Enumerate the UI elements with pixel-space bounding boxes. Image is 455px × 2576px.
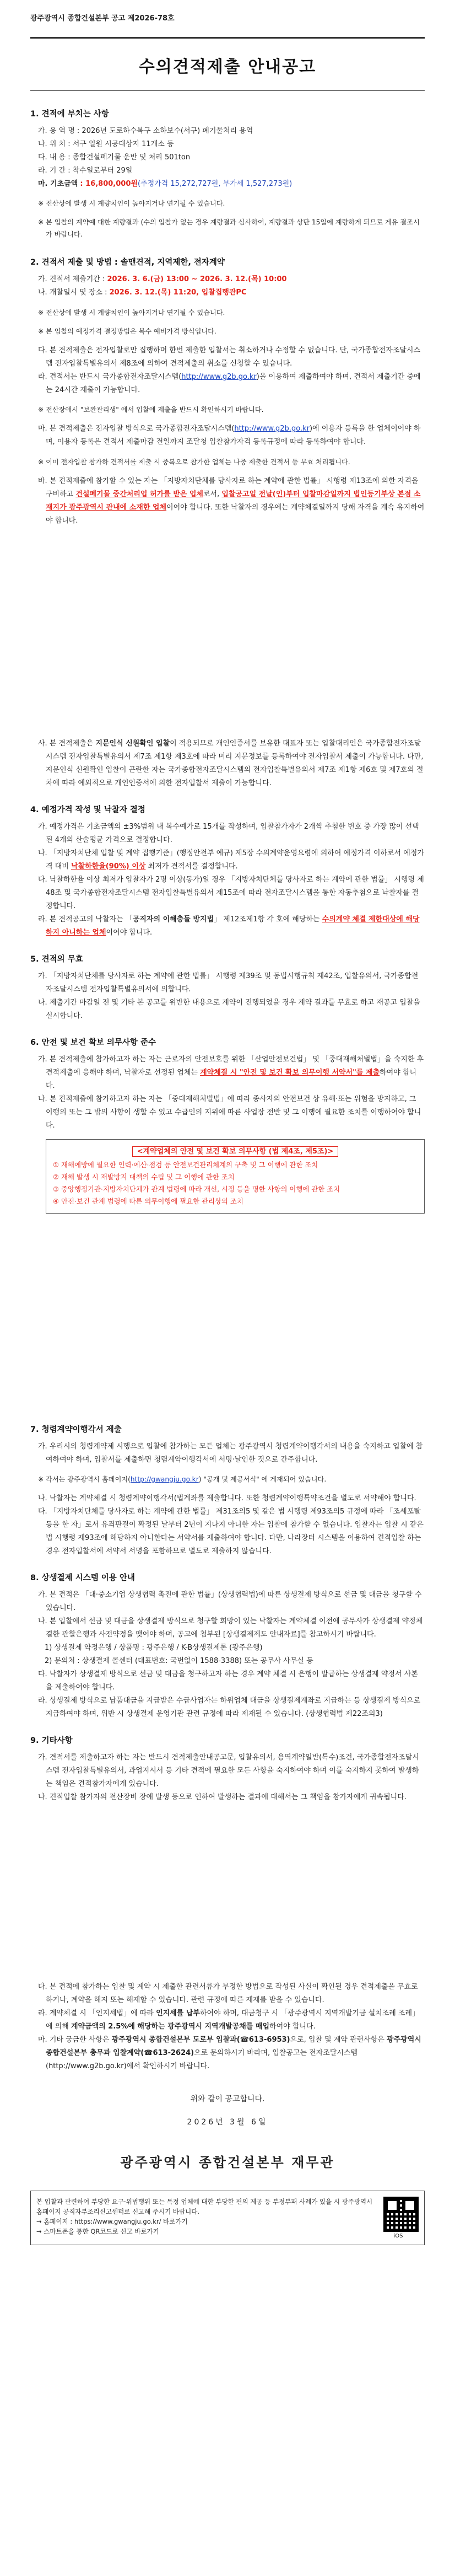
text: 이어야 합니다. 또한 낙찰자의 경우에는 계약체결일까지 당해 자격을 계속 유지하여야 합니다. bbox=[46, 503, 425, 525]
note bbox=[30, 1473, 425, 1485]
row-value: : 서구 일원 시공대상지 11개소 등 bbox=[68, 140, 174, 148]
box-item: ② 재해 발생 시 재발방지 대책의 수립 및 그 이행에 관한 조치 bbox=[53, 1172, 235, 1181]
heading-text: 2. 견적서 제출 및 방법 : 솔맨견적, 지역제한, 전자계약 bbox=[30, 258, 225, 267]
row-label: 마. 기초금액 bbox=[38, 180, 78, 188]
para-sa bbox=[30, 737, 425, 790]
note: ※ 전산장애시 "보완관리생" 에서 입찰에 제출을 반드시 확인하시기 바랍니다. bbox=[38, 406, 264, 414]
para-na: 나. 본 견적제출에 참가하고자 하는 자는 「중대재해처벌법」에 따라 종사자의 안전보건 상 유해·또는 위험을 방지하고, 그 이행의 또는 그 밖의 사항이 생할 수 있고 수급인의 지위에 따른 사업장 전반 및 그 이행에 필요한 조치를 이행하여야 합니다. bbox=[38, 1094, 421, 1130]
text: 」 제12조제1항 각 호에 해당하는 bbox=[214, 915, 322, 924]
section-6-heading: 6. 안전 및 보건 확보 의무사항 준수 bbox=[30, 1038, 156, 1047]
submit-period bbox=[30, 273, 425, 286]
title-box bbox=[30, 37, 425, 91]
opening-time bbox=[30, 286, 425, 299]
g2b-link[interactable]: http://www.g2b.go.kr bbox=[181, 372, 257, 381]
fingerprint-bid: 지문인식 신원확인 입찰 bbox=[95, 739, 170, 748]
row-service-name bbox=[30, 125, 425, 138]
list-item: 1) 상생결제 약정은행 / 상품명 : 광주은행 / K-B상생결제론 (광주은행) bbox=[45, 1644, 263, 1652]
box-item: ① 재해예방에 필요한 인력·예산·점검 등 안전보건관리체계의 구축 및 그 이행에 관한 조치 bbox=[53, 1160, 318, 1169]
text: 나. 「지방자치단체 입찰 및 계약 집행기준」(행정안전부 예규) 제5장 수의계약운영요령에 의하여 예정가격 이하로서 예정가격 대비 bbox=[38, 849, 424, 871]
para-ma bbox=[30, 2033, 425, 2073]
law-name: 공직자의 이해충돌 방지법 bbox=[132, 915, 214, 924]
footer-link[interactable]: → 홈페이지 : https://www.gwangju.go.kr/ 바로가기 bbox=[36, 2218, 188, 2226]
qr-block[interactable] bbox=[378, 2197, 419, 2239]
page-gap bbox=[30, 1219, 425, 1423]
report-footer bbox=[30, 2191, 425, 2245]
section-5-heading: 5. 견적의 무효 bbox=[30, 954, 83, 964]
closing-text: 위와 같이 공고합니다. bbox=[190, 2095, 265, 2104]
text: ) "공개 및 제공서식" 에 게재되어 있습니다. bbox=[198, 1475, 327, 1483]
text: 가. 본 견적제출에 참가하고자 하는 자는 근로자의 안전보호를 위한 「산업안전보건법」 및 「중대재해처벌법」을 숙지한 후 견적제출에 응해야 하며, 낙찰자로 선정된 업체는 bbox=[38, 1055, 424, 1077]
row-base-price bbox=[30, 178, 425, 191]
region-restriction: 입찰공고일 전날(인)부터 입찰마감일까지 법인등기부상 본점 소재지가 광주광역시 관내에 소재한 업체 bbox=[46, 490, 421, 512]
section-8-heading: 8. 상생결제 시스템 이용 안내 bbox=[30, 1574, 135, 1583]
label: 가. 견적서 제출기간 : bbox=[38, 275, 107, 284]
note: ※ 본 입찰의 예정가격 결정방법은 복수 예비가격 방식입니다. bbox=[38, 327, 216, 335]
bond-purchase: 계약금액의 2.5%에 해당하는 광주광역시 지역개발공채를 매입 bbox=[71, 2022, 270, 2031]
text: 하여야 합니다. bbox=[46, 1068, 417, 1090]
para-ga: 가. 견적서를 제출하고자 하는 자는 반드시 견적제출안내공고문, 입찰유의서, 용역계약일반(특수)조건, 국가종합전자조달시스템 전자입찰특별유의서, 과업지시서 등 기타 견적에 필요한 모든 사항을 숙지하여야 하며 이를 숙지하지 못하여 발생하는 책임은 견적참가자에게 있습니다. bbox=[38, 1753, 419, 1789]
section-9 bbox=[30, 1734, 425, 1804]
row-period bbox=[30, 164, 425, 178]
box-title-text: <계약업체의 안전 및 보건 확보 의무사항 (법 제4조, 제5조)> bbox=[132, 1146, 339, 1157]
footer-line: → 스마트폰을 통한 QR코드로 신고 바로가기 bbox=[36, 2228, 159, 2236]
row-value: : 착수일로부터 29일 bbox=[68, 167, 133, 175]
para-da: 다. 낙찰하한율 이상 최저가 입찰자가 2명 이상(동가)일 경우 「지방자치단체를 당사자로 하는 계약에 관한 법률」 시행령 제48조 및 국가종합전자조달시스템 전자입찰특별유의서 제15조에 따라 전자조달시스템을 통한 자동추첨으로 낙찰자를 결정합니다. bbox=[38, 875, 424, 910]
opening-time-value: 2026. 3. 12.(목) 11:20, 입찰집행관PC bbox=[109, 288, 247, 297]
text: 이어야 합니다. bbox=[106, 928, 153, 937]
para-na bbox=[30, 847, 425, 873]
page-title: 수의견적제출 안내공고 bbox=[138, 57, 317, 77]
submit-period-value: 2026. 3. 6.(금) 13:00 ~ 2026. 3. 12.(목) 10:00 bbox=[107, 275, 287, 284]
page-gap bbox=[30, 1804, 425, 1981]
box-item: ③ 중앙행정기관·지방자치단체가 관계 법령에 따라 개선, 시정 등을 명한 사항의 이행에 관한 조치 bbox=[53, 1184, 340, 1193]
para-ma bbox=[30, 422, 425, 449]
text: 라. 본 견적공고의 낙찰자는 「 bbox=[38, 915, 133, 924]
text: 이 적용되므로 개인인증서를 보유한 대표자 또는 입찰대리인은 국가종합전자조달시스템 전자입찰특별유의서 제7조 제1항 제3호에 따라 미리 지문정보를 등록하여야 전자입찰서 제출이 가능합니다. 다만, 지문인식 신원확인 입찰이 곤란한 자는 국가종합전자조달시스템의 전자입찰특별유의서 제7조 제1항 제6호 및 제7호의 절차에 따라 예외적으로 개인인증서에 의한 전자입찰서 제출이 가능합니다. bbox=[46, 739, 424, 787]
para-na: 나. 견적입찰 참가자의 전산장비 장애 발생 등으로 인하여 발생하는 결과에 대해서는 그 책임을 참가자에게 귀속됩니다. bbox=[38, 1793, 407, 1802]
para-ga: 가. 본 견적은 「대·중소기업 상생협력 촉진에 관한 법률」(상생협력법)에 따른 상생결제 방식으로 선금 및 대금을 청구할 수 있습니다. bbox=[38, 1591, 422, 1613]
para-na: 나. 낙찰자는 계약체결 시 청렴계약이행각서(법계좌를 제출합니다. 또한 청렴계약이행특약조건을 별도로 서약해야 합니다. bbox=[38, 1494, 416, 1503]
qualification: 건설폐기물 중간처리업 허가를 받은 업체 bbox=[75, 490, 203, 498]
text: 마. 기타 궁금한 사항은 bbox=[38, 2036, 112, 2044]
text: 라. 견적서는 반드시 국가종합전자조달시스템( bbox=[38, 372, 182, 381]
para-da: 다. 본 견적제출은 전자입찰로만 집행하며 한번 제출한 입찰서는 취소하거나 수정할 수 없습니다. 단, 국가종합전자조달시스템 전자입찰특별유의서 제8조에 의하여 견적제출의 취소를 신청할 수 있습니다. bbox=[38, 346, 421, 368]
box-item: ④ 안전·보건 관계 법령에 따른 의무이행에 필요한 관리상의 조치 bbox=[53, 1196, 243, 1205]
text: 로서, bbox=[203, 490, 222, 498]
stamp-tax: 인지세를 납부 bbox=[156, 2009, 200, 2018]
note: ※ 본 입찰의 계약예 대한 계량결과 (수의 입찰가 없는 경우 계량결과 심사하여, 계량결과 상단 15일에 계량하게 되므로 게유 결조시가 바랍니다. bbox=[38, 218, 420, 239]
text: ※ 각서는 광주광역시 홈페이지( bbox=[38, 1475, 131, 1483]
text: 라. 계약체결 시 「인지세법」에 따라 bbox=[38, 2009, 156, 2018]
para-ra: 라. 상생결제 방식으로 납품대금을 지급받은 수급사업자는 하위업체 대금을 상생결제계좌로 지급하는 등 상생결제 방식으로 지급하여야 하며, 위반 시 상생결제 운영기관 관련 규정에 따라 제재될 수 있습니다. (상생협력법 제22조의3) bbox=[38, 1697, 421, 1719]
para-na: 나. 제출기간 마감일 전 및 기타 본 공고를 위반한 내용으로 계약이 진행되었을 경우 계약 결과를 무효로 하고 재공고 입찰을 실시합니다. bbox=[38, 998, 420, 1020]
section-8 bbox=[30, 1571, 425, 1721]
list-item: 2) 문의처 : 상생결제 콜센터 (대표번호: 국번없이 1588-3388) 또는 공무사 사무실 등 bbox=[45, 1657, 313, 1666]
note: ※ 이미 전자입찰 참가하 견적서를 제출 시 중복으로 참가한 업체는 나중 제출한 견적서 등 무효 처리됩니다. bbox=[38, 458, 350, 466]
section-2-heading bbox=[30, 256, 425, 267]
note: ※ 전산상에 발생 시 계량치인이 높아지거나 연기될 수 있습니다. bbox=[38, 308, 225, 316]
para-ga bbox=[30, 1053, 425, 1093]
para-ba bbox=[30, 475, 425, 528]
section-1-heading: 1. 견적에 부치는 사항 bbox=[30, 110, 109, 119]
section-6 bbox=[30, 1036, 425, 1214]
text: 바. 본 견적제출에 참가할 수 있는 자는 「지방자치단체를 당사자로 하는 계약에 관한 법률」 시행령 제13조에 의한 자격을 구비하고 bbox=[38, 476, 419, 498]
para-da: 다. 낙찰자가 상생결제 방식으로 선금 및 대금을 청구하고자 하는 경우 계약 체결 시 은행이 발급하는 상생결제 약정서 사본을 제출하여야 합니다. bbox=[38, 1670, 418, 1692]
para-ra bbox=[30, 913, 425, 940]
para-ga: 가. 예정가격은 기초금액의 ±3%범위 내 복수예가로 15개를 작성하며, 입찰참가자가 2개씩 추첨한 번호 중 가장 많이 선택된 4개의 산술평균 가격으로 결정합니다. bbox=[38, 822, 419, 844]
contact-contract: 광주광역시 종합건설본부 총무과 입찰계약(☎613-2624) bbox=[46, 2036, 421, 2058]
text: 으로, 입찰 및 계약 관련사항은 bbox=[290, 2036, 387, 2044]
text: 사. 본 견적제출은 bbox=[38, 739, 96, 748]
section-7 bbox=[30, 1423, 425, 1558]
qr-caption: iOS bbox=[393, 2233, 403, 2240]
para-da: 다. 「지방자치단체를 당사자로 하는 계약에 관한 법률」 제31조의5 및 같은 법 시행령 제93조의5 규정에 따라 「조세포탈 등을 한 자」로서 유죄판결이 확정된 날부터 2년이 지나지 아니한 자는 입찰에 참가할 수 없습니다. 입찰자는 입찰 시 같은 법 시행령 제93조에 해당하지 아니한다는 서약서를 제출하여야 합니다. 다만, 나라장터 시스템을 이용하여 견적입찰 하는 경우 전자입찰서에 서약서 서명을 포함하므로 별도로 제출하지 않습니다. bbox=[38, 1507, 424, 1556]
text: 하여야 합니다. bbox=[269, 2022, 316, 2031]
text: 으로 문의하시기 바라며, 입찰공고는 전자조달시스템(http://www.g2b.go.kr)에서 확인하시기 바랍니다. bbox=[46, 2049, 358, 2071]
section-4 bbox=[30, 803, 425, 940]
contact-road: 광주광역시 종합건설본부 도로부 입찰과(☎613-6953) bbox=[111, 2036, 290, 2044]
row-content bbox=[30, 151, 425, 164]
section-9-continued bbox=[30, 1981, 425, 2073]
text: 하여야 하며, 대금청구 시 「광주광역시 지역개발기금 설치조례 조례」에 의해 bbox=[46, 2009, 420, 2031]
section-1 bbox=[30, 108, 425, 240]
base-price: : 16,800,000원 bbox=[80, 180, 138, 188]
text: 최저가 견적서를 결정합니다. bbox=[145, 862, 238, 871]
notice-number: 광주광역시 종합건설본부 공고 제2026-78호 bbox=[30, 14, 175, 23]
page-gap bbox=[30, 528, 425, 737]
row-label: 가. 용 역 명 bbox=[38, 127, 75, 135]
section-4-heading: 4. 예정가격 작성 및 낙찰자 결정 bbox=[30, 805, 145, 814]
row-label: 라. 기 간 bbox=[38, 167, 66, 175]
section-9-heading: 9. 기타사항 bbox=[30, 1736, 73, 1746]
footer-line: 본 입찰과 관련하여 부당한 요구·위법행위 또는 특정 업체에 대한 부당한 편의 제공 등 부정부패 사례가 있을 시 광주광역시 홈페이지 공직자부조리신고센터로 신고해 주시기 바랍니다. bbox=[36, 2198, 373, 2216]
note: ※ 전산상에 발생 시 계량치인이 높아지거나 연기될 수 있습니다. bbox=[38, 200, 225, 208]
qr-code-icon[interactable] bbox=[383, 2197, 419, 2232]
para-da: 다. 본 견적에 참가하는 입찰 및 계약 시 제출한 관련서류가 부정한 방법으로 작성된 사실이 확인될 경우 견적제출을 무효로 하거나, 계약을 해지 또는 해제할 수 있습니다. 관련 규정에 따른 제재를 받을 수 있습니다. bbox=[38, 1983, 418, 2005]
text: )을 이용하여 제출하여야 하며, 견적서 제출기간 중에는 24시간 제출이 가능합니다. bbox=[46, 372, 421, 394]
para-ra bbox=[30, 2007, 425, 2033]
lower-limit-rate: 낙찰하한율(90%) 이상 bbox=[71, 862, 146, 871]
restriction: 수의계약 체결 제한대상에 해당하지 아니하는 업체 bbox=[46, 915, 420, 937]
price-detail: (추정가격 15,272,727원, 부가세 1,527,273원) bbox=[137, 180, 292, 188]
row-location bbox=[30, 138, 425, 151]
safety-pledge: 계약체결 시 "안전 및 보건 확보 의무이행 서약서"를 제출 bbox=[200, 1068, 380, 1077]
g2b-link[interactable]: http://www.g2b.go.kr bbox=[234, 425, 310, 433]
para-ra bbox=[30, 371, 425, 397]
section-2-continued bbox=[30, 737, 425, 790]
row-value: : 2026년 도로하수복구 소하보수(서구) 폐기물처리 용역 bbox=[77, 127, 253, 135]
para-ga: 가. 우리시의 청렴계약제 시행으로 입찰에 참가하는 모든 업체는 광주광역시 청렴계약이행각서의 내용을 숙지하고 입찰에 참여하여야 하며, 입찰서를 제출하면 청렴계약이행각서에 서명·날인한 것으로 간주합니다. bbox=[38, 1442, 423, 1464]
section-7-heading: 7. 청렴계약이행각서 제출 bbox=[30, 1425, 122, 1434]
para-na: 나. 본 입찰에서 선금 및 대금을 상생결제 방식으로 청구할 희망이 있는 낙찰자는 계약체결 이전에 공무사가 상생결제 약정체결한 관할은행과 사전약정을 맺어야 하며, 공고에 첨부된 [상생결제제도 안내자료]를 참고하시기 바랍니다. bbox=[38, 1617, 423, 1639]
notice-date: 2026년 3월 6일 bbox=[187, 2118, 268, 2127]
footer-text bbox=[36, 2197, 378, 2239]
safety-duty-box bbox=[46, 1139, 425, 1214]
text: )에 이용자 등록을 한 업체이어야 하며, 이용자 등록은 견적서 제출마감 전일까지 조달청 입찰참가자격 등록규정에 따라 등록하여야 합니다. bbox=[46, 425, 421, 447]
issuer-name: 광주광역시 종합건설본부 재무관 bbox=[120, 2155, 335, 2171]
para-ga: 가. 「지방자치단체를 당사자로 하는 계약에 관한 법률」 시행령 제39조 및 동법시행규칙 제42조, 입찰유의서, 국가종합전자조달시스템 전자입찰특별유의서에 의합니다. bbox=[38, 972, 419, 994]
text: 마. 본 견적제출은 전자입찰 방식으로 국가종합전자조달시스템( bbox=[38, 425, 235, 433]
row-label: 다. 내 용 bbox=[38, 153, 66, 162]
row-value: : 종합건설폐기물 운반 및 처리 501ton bbox=[68, 153, 191, 162]
label: 나. 개찰일시 및 장소 : bbox=[38, 288, 110, 297]
section-2 bbox=[30, 256, 425, 527]
row-label: 나. 위 치 bbox=[38, 140, 66, 148]
box-title bbox=[53, 1145, 418, 1156]
gwangju-link[interactable]: http://gwangju.go.kr bbox=[130, 1475, 199, 1483]
section-5 bbox=[30, 953, 425, 1023]
